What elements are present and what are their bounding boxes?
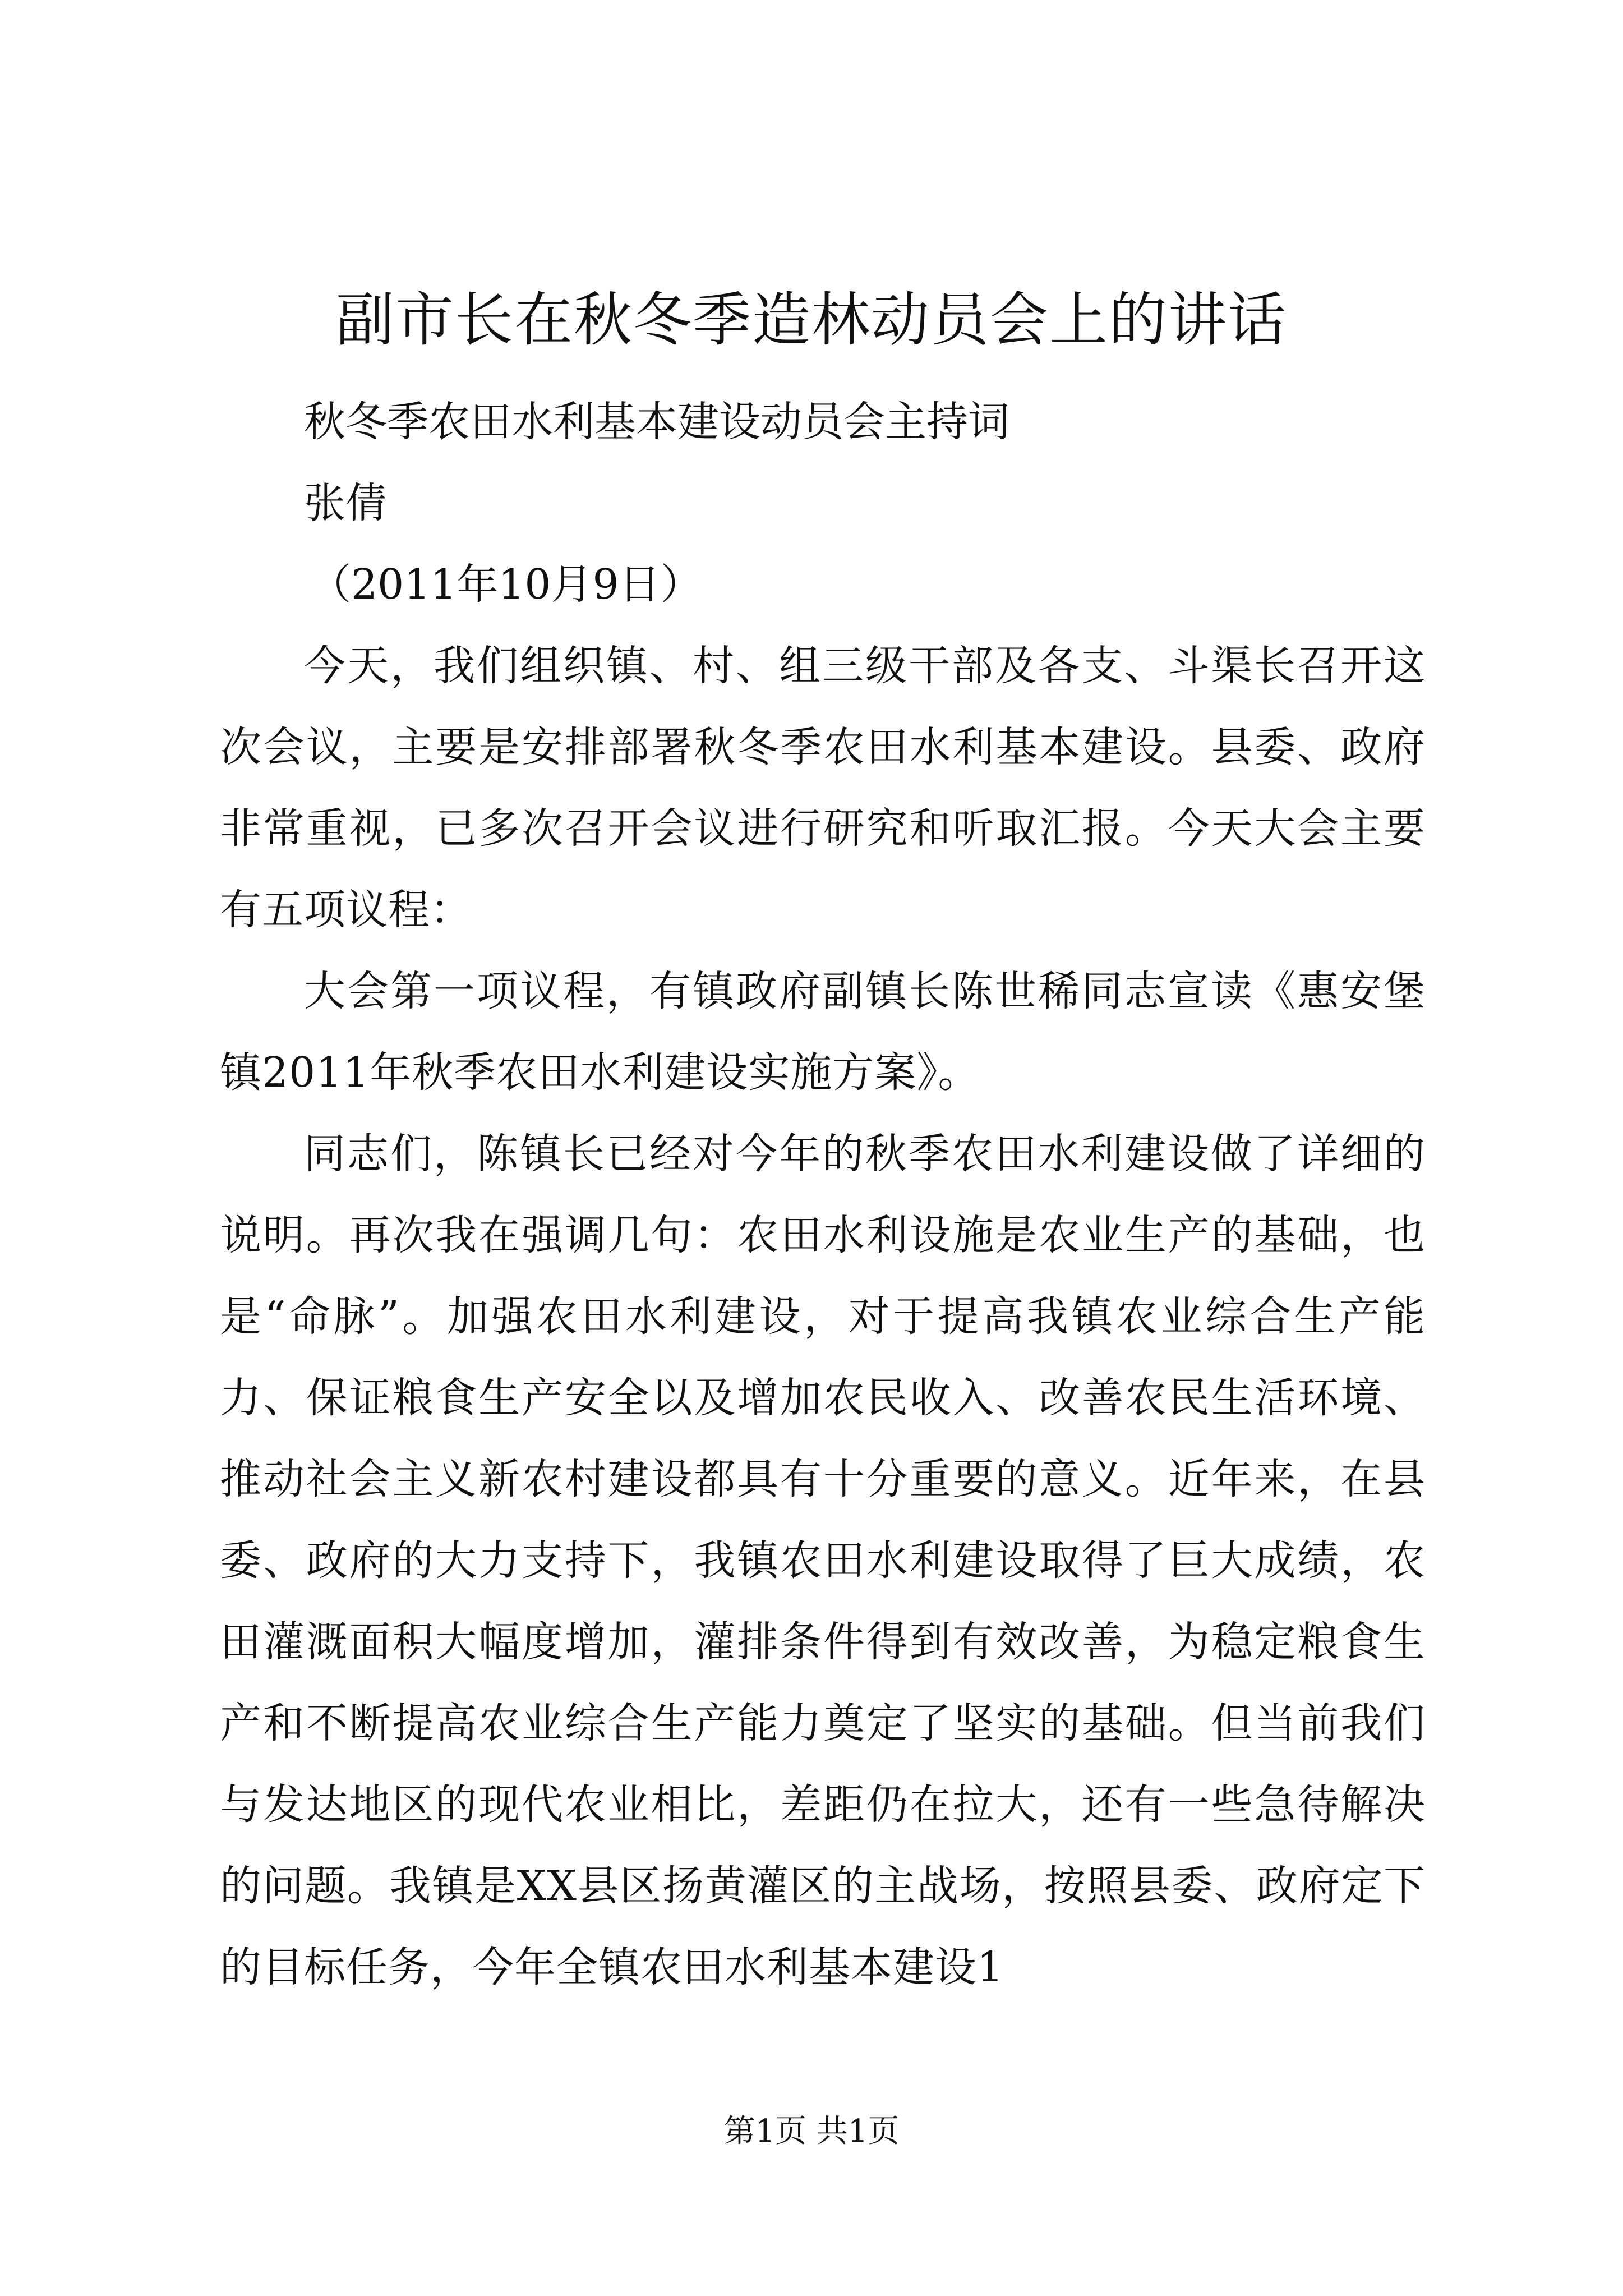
page-footer: 第1页 共1页 bbox=[723, 2113, 900, 2150]
document-author: 张倩 bbox=[304, 479, 387, 527]
paragraph: 同志们，陈镇长已经对今年的秋季农田水利建设做了详细的说明。再次我在强调几句：农田水利设施是农业生产的基础，也是“命脉”。加强农田水利建设，对于提高我镇农业综合生产能力、保证粮食生产安全以及增加农民收入、改善农民生活环境、推动社会主义新农村建设都具有十分重要的意义。近年来，在县委、政府的大力支持下，我镇农田水利建设取得了巨大成绩，农田灌溉面积大幅度增加，灌排条件得到有效改善，为稳定粮食生产和不断提高农业综合生产能力奠定了坚实的基础。但当前我们与发达地区的现代农业相比，差距仍在拉大，还有一些急待解决的问题。我镇是XX县区扬黄灌区的主战场，按照县委、政府定下的目标任务，今年全镇农田水利基本建设1 bbox=[220, 1130, 1426, 1991]
document-body bbox=[220, 381, 1426, 2008]
document-subtitle: 秋冬季农田水利基本建设动员会主持词 bbox=[304, 398, 1009, 446]
document-date: （2011年10月9日） bbox=[310, 560, 702, 609]
paragraph: 今天，我们组织镇、村、组三级干部及各支、斗渠长召开这次会议，主要是安排部署秋冬季农田水利基本建设。县委、政府非常重视，已多次召开会议进行研究和听取汇报。今天大会主要有五项议程： bbox=[220, 642, 1426, 934]
paragraph: 大会第一项议程，有镇政府副镇长陈世稀同志宣读《惠安堡镇2011年秋季农田水利建设实施方案》。 bbox=[220, 967, 1426, 1097]
document-title: 副市长在秋冬季造林动员会上的讲话 bbox=[335, 286, 1287, 354]
